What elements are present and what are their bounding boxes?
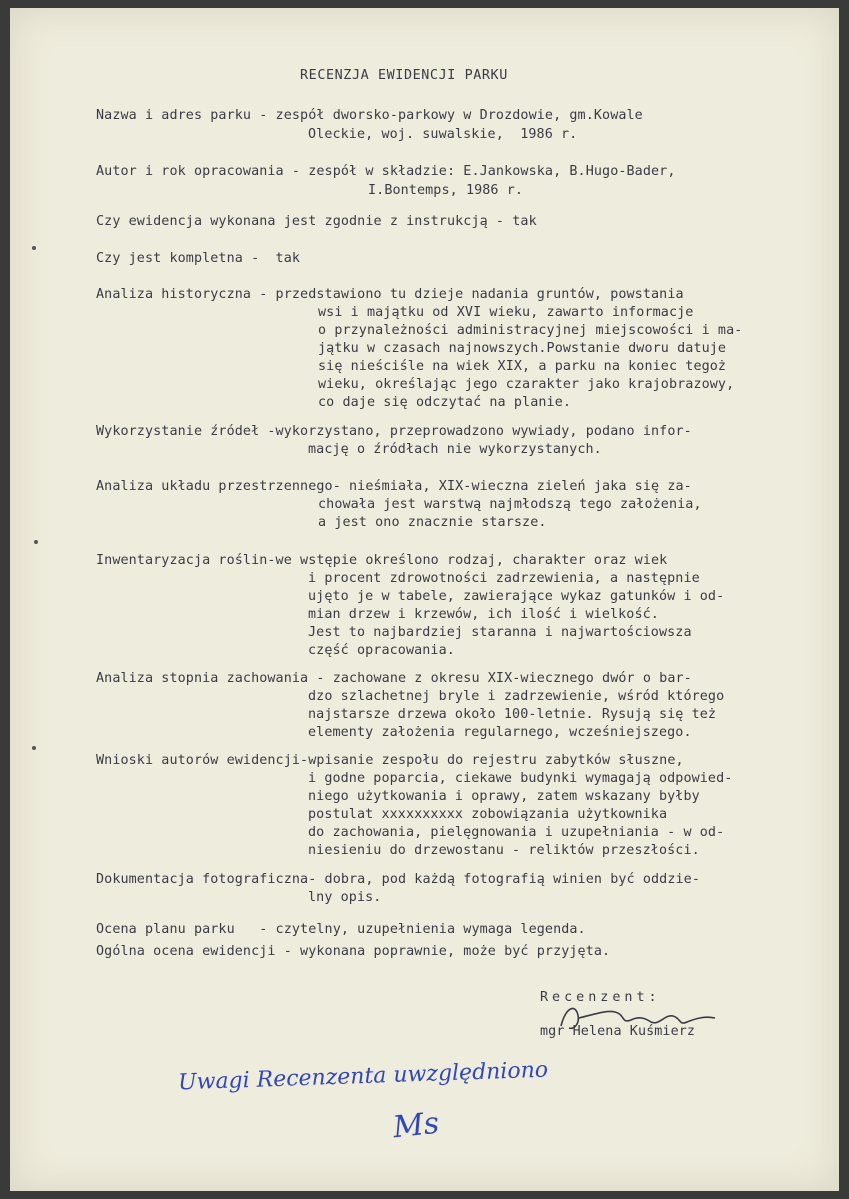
text-line: Ocena planu parku - czytelny, uzupełnienia wymaga legenda. bbox=[96, 922, 586, 937]
text-line: wsi i majątku od XVI wieku, zawarto informacje bbox=[318, 305, 694, 320]
text-line: się nieściśle na wiek XIX, a parku na koniec tegoż bbox=[318, 359, 727, 374]
text-line: Autor i rok opracowania - zespół w składzie: E.Jankowska, B.Hugo-Bader, bbox=[96, 164, 676, 179]
text-line: Jest to najbardziej staranna i najwartościowsza bbox=[308, 625, 692, 640]
text-line: i procent zdrowotności zadrzewienia, a następnie bbox=[308, 571, 700, 586]
text-line: Analiza stopnia zachowania - zachowane z okresu XIX-wiecznego dwór o bar- bbox=[96, 671, 692, 686]
text-line: niesieniu do drzewostanu - reliktów przeszłości. bbox=[308, 843, 700, 858]
margin-mark bbox=[34, 540, 38, 544]
text-line: o przynależności administracyjnej miejscowości i ma- bbox=[318, 323, 743, 338]
text-line: do zachowania, pielęgnowania i uzupełniania - w od- bbox=[308, 825, 725, 840]
handwritten-initials: Ms bbox=[391, 1105, 441, 1146]
text-line: niego użytkowania i oprawy, zatem wskazany byłby bbox=[308, 789, 700, 804]
text-line: wieku, określając jego czarakter jako krajobrazowy, bbox=[318, 377, 735, 392]
text-line: I.Bontemps, 1986 r. bbox=[368, 183, 524, 198]
text-line: mację o źródłach nie wykorzystanych. bbox=[308, 442, 602, 457]
text-line: jątku w czasach najnowszych.Powstanie dworu datuje bbox=[318, 341, 727, 356]
text-line: mian drzew i krzewów, ich ilość i wielkość. bbox=[308, 607, 659, 622]
text-line: elementy założenia regularnego, wcześniejszego. bbox=[308, 725, 692, 740]
text-line: dzo szlachetnej bryle i zadrzewienie, wśród którego bbox=[308, 689, 725, 704]
text-line: Czy jest kompletna - tak bbox=[96, 251, 301, 266]
text-line: ujęto je w tabele, zawierające wykaz gatunków i od- bbox=[308, 589, 725, 604]
text-line: najstarsze drzewa około 100-letnie. Rysują się też bbox=[308, 707, 717, 722]
text-line: Ogólna ocena ewidencji - wykonana poprawnie, może być przyjęta. bbox=[96, 944, 611, 959]
text-line: a jest ono znacznie starsze. bbox=[318, 515, 547, 530]
text-line: Wykorzystanie źródeł -wykorzystano, przeprowadzono wywiady, podano infor- bbox=[96, 424, 692, 439]
document-page bbox=[10, 8, 839, 1191]
text-line: Oleckie, woj. suwalskie, 1986 r. bbox=[308, 127, 578, 142]
text-line: część opracowania. bbox=[308, 643, 455, 658]
handwritten-note: Uwagi Recenzenta uwzględniono bbox=[177, 1057, 549, 1096]
text-line: Inwentaryzacja roślin-we wstępie określono rodzaj, charakter oraz wiek bbox=[96, 553, 668, 568]
reviewer-label: Recenzent: bbox=[540, 990, 661, 1005]
margin-mark bbox=[32, 746, 36, 750]
text-line: Nazwa i adres parku - zespół dworsko-parkowy w Drozdowie, gm.Kowale bbox=[96, 108, 643, 123]
text-line: Dokumentacja fotograficzna- dobra, pod każdą fotografią winien być oddzie- bbox=[96, 872, 700, 887]
margin-mark bbox=[32, 246, 36, 250]
document-title: RECENZJA EWIDENCJI PARKU bbox=[300, 68, 508, 83]
text-line: lny opis. bbox=[308, 890, 382, 905]
text-line: Czy ewidencja wykonana jest zgodnie z instrukcją - tak bbox=[96, 214, 537, 229]
text-line: Wnioski autorów ewidencji-wpisanie zespołu do rejestru zabytków słuszne, bbox=[96, 753, 684, 768]
text-line: Analiza układu przestrzennego- nieśmiała, XIX-wieczna zieleń jaka się za- bbox=[96, 479, 692, 494]
text-line: postulat xxxxxxxxxx zobowiązania użytkownika bbox=[308, 807, 668, 822]
text-line: co daje się odczytać na planie. bbox=[318, 395, 572, 410]
text-line: Analiza historyczna - przedstawiono tu dzieje nadania gruntów, powstania bbox=[96, 287, 684, 302]
text-line: chowała jest warstwą najmłodszą tego założenia, bbox=[318, 497, 702, 512]
reviewer-name: mgr Helena Kuśmierz bbox=[540, 1024, 696, 1039]
text-line: i godne poparcia, ciekawe budynki wymagają odpowied- bbox=[308, 771, 733, 786]
